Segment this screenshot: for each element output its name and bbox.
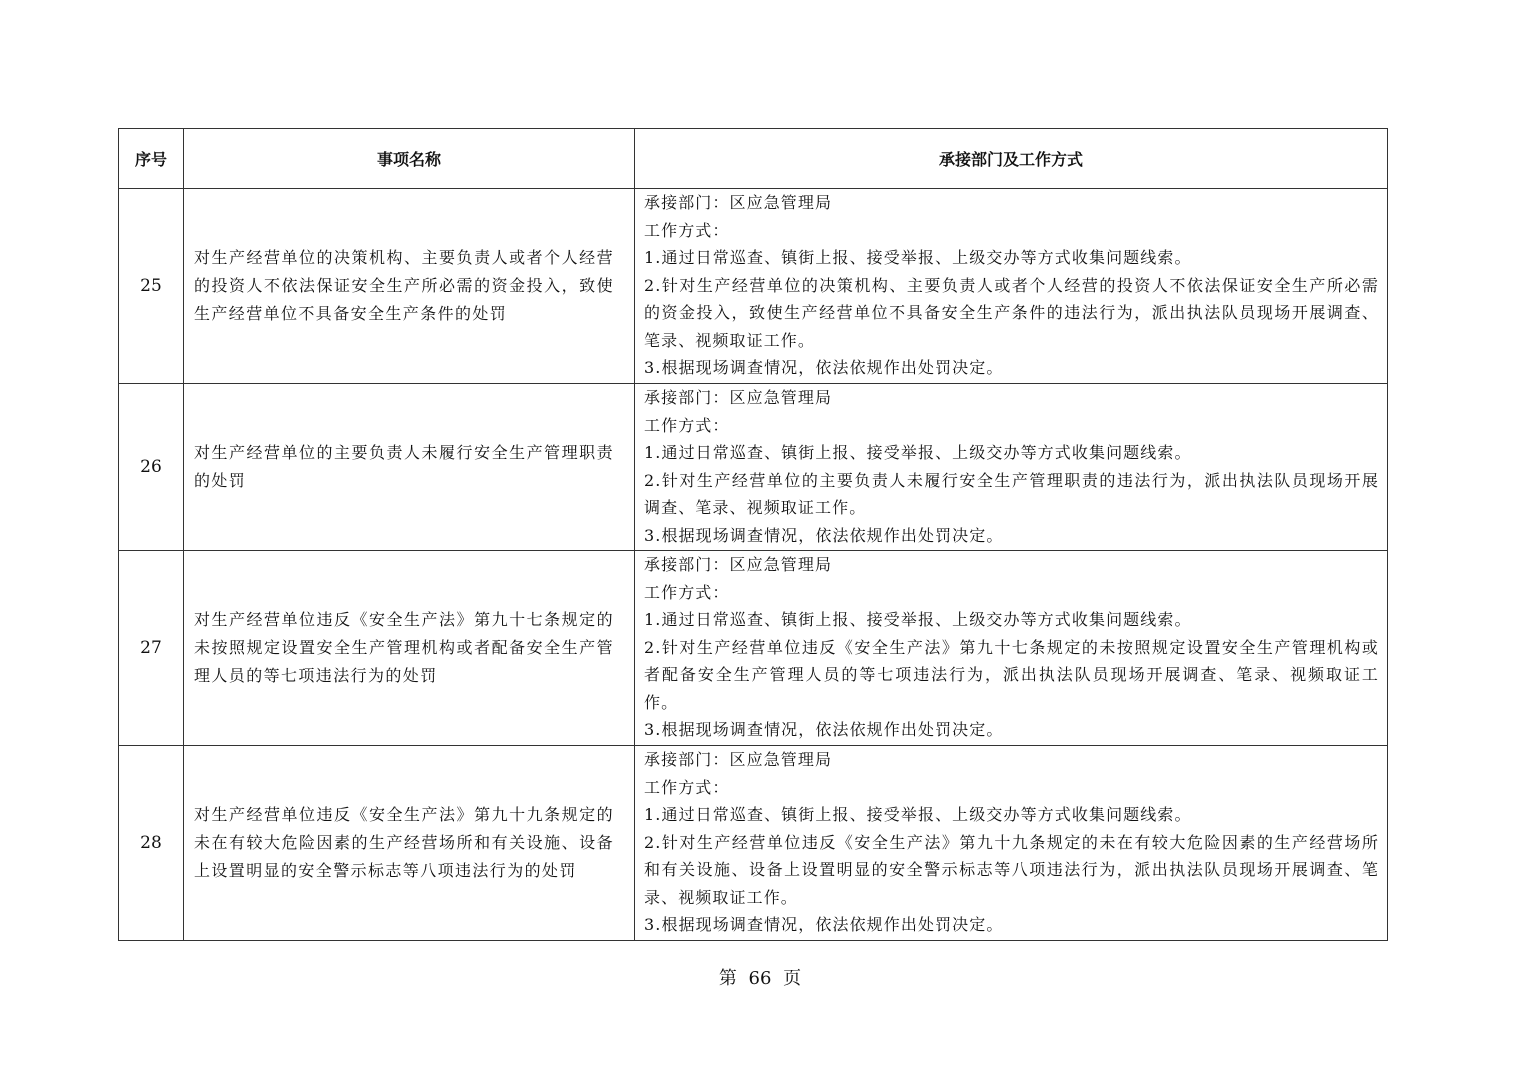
header-department-method: 承接部门及工作方式 <box>635 129 1388 189</box>
row-step-2: 2.针对生产经营单位的主要负责人未履行安全生产管理职责的违法行为，派出执法队员现场开展调查、笔录、视频取证工作。 <box>644 470 1379 517</box>
row-method-label: 工作方式： <box>644 582 730 602</box>
row-item-name: 对生产经营单位的决策机构、主要负责人或者个人经营的投资人不依法保证安全生产所必需的资金投入，致使生产经营单位不具备安全生产条件的处罚 <box>194 248 614 323</box>
row-department-label: 承接部门：区应急管理局 <box>644 555 833 574</box>
row-step-1: 1.通过日常巡查、镇街上报、接受举报、上级交办等方式收集问题线索。 <box>644 805 1192 824</box>
row-department-method-cell <box>635 384 1388 551</box>
row-step-1: 1.通过日常巡查、镇街上报、接受举报、上级交办等方式收集问题线索。 <box>644 443 1192 462</box>
row-department-label: 承接部门：区应急管理局 <box>644 750 833 769</box>
table-row <box>119 551 1388 746</box>
row-method-label: 工作方式： <box>644 220 730 240</box>
row-serial-number: 26 <box>119 384 184 551</box>
row-step-2: 2.针对生产经营单位的决策机构、主要负责人或者个人经营的投资人不依法保证安全生产所必需的资金投入，致使生产经营单位不具备安全生产条件的违法行为，派出执法队员现场开展调查、笔录、视频取证工作。 <box>644 275 1379 350</box>
row-step-3: 3.根据现场调查情况，依法依规作出处罚决定。 <box>644 720 1004 739</box>
row-department-method-cell <box>635 551 1388 746</box>
table-row <box>119 746 1388 941</box>
header-serial-number: 序号 <box>119 129 184 189</box>
row-item-name-cell <box>184 746 635 941</box>
row-serial-number: 27 <box>119 551 184 746</box>
row-step-3: 3.根据现场调查情况，依法依规作出处罚决定。 <box>644 525 1004 545</box>
row-department-label: 承接部门：区应急管理局 <box>644 193 833 212</box>
row-step-3: 3.根据现场调查情况，依法依规作出处罚决定。 <box>644 358 1004 377</box>
items-table <box>118 128 1388 941</box>
row-step-3: 3.根据现场调查情况，依法依规作出处罚决定。 <box>644 915 1004 934</box>
row-department-method-cell <box>635 189 1388 384</box>
row-serial-number: 25 <box>119 189 184 384</box>
row-item-name: 对生产经营单位的主要负责人未履行安全生产管理职责的处罚 <box>194 443 614 490</box>
row-step-1: 1.通过日常巡查、镇街上报、接受举报、上级交办等方式收集问题线索。 <box>644 248 1192 267</box>
table-header-row <box>119 129 1388 189</box>
row-item-name-cell <box>184 189 635 384</box>
row-method-label: 工作方式： <box>644 777 730 797</box>
row-step-2: 2.针对生产经营单位违反《安全生产法》第九十九条规定的未在有较大危险因素的生产经营场所和有关设施、设备上设置明显的安全警示标志等八项违法行为，派出执法队员现场开展调查、笔录、视频取证工作。 <box>644 832 1379 907</box>
row-method-label: 工作方式： <box>644 415 730 435</box>
row-item-name-cell <box>184 551 635 746</box>
table-row <box>119 189 1388 384</box>
row-department-method-cell <box>635 746 1388 941</box>
row-item-name: 对生产经营单位违反《安全生产法》第九十七条规定的未按照规定设置安全生产管理机构或者配备安全生产管理人员的等七项违法行为的处罚 <box>194 610 614 685</box>
header-item-name: 事项名称 <box>184 129 635 189</box>
row-step-2: 2.针对生产经营单位违反《安全生产法》第九十七条规定的未按照规定设置安全生产管理机构或者配备安全生产管理人员的等七项违法行为，派出执法队员现场开展调查、笔录、视频取证工作。 <box>644 637 1379 712</box>
row-item-name-cell <box>184 384 635 551</box>
row-item-name: 对生产经营单位违反《安全生产法》第九十九条规定的未在有较大危险因素的生产经营场所和有关设施、设备上设置明显的安全警示标志等八项违法行为的处罚 <box>194 805 614 880</box>
row-step-1: 1.通过日常巡查、镇街上报、接受举报、上级交办等方式收集问题线索。 <box>644 610 1192 629</box>
table-row <box>119 384 1388 551</box>
page-number: 第 66 页 <box>718 968 802 989</box>
items-table-container <box>118 128 1387 941</box>
row-serial-number: 28 <box>119 746 184 941</box>
row-department-label: 承接部门：区应急管理局 <box>644 388 833 407</box>
